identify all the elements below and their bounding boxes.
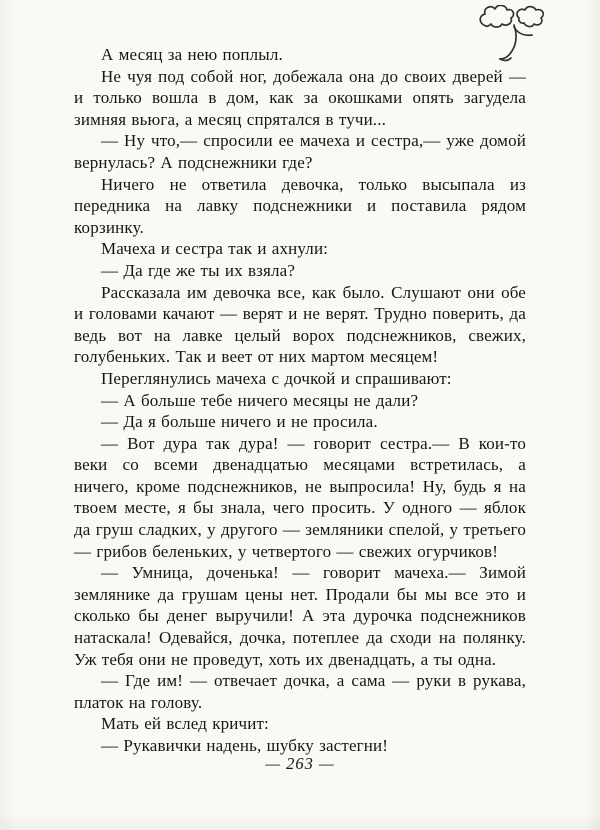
paragraph: — Рукавички надень, шубку застегни! [101, 736, 389, 755]
paragraph: Мачеха и сестра так и ахнули: [101, 239, 329, 259]
paragraph: — Где им! — отвечает дочка, а сама — руки в рукава, платок на голову. [74, 671, 526, 712]
paragraph: Переглянулись мачеха с дочкой и спрашивают: [101, 368, 452, 388]
paragraph: — Ну что,— спросили ее мачеха и сестра,— уже домой вернулась? А подснежники где? [74, 131, 526, 172]
paragraph: — Да где же ты их взяла? [101, 260, 296, 280]
page-text [74, 44, 526, 757]
paragraph: — Вот дура так дура! — говорит сестра.— В кои-то веки со всеми двенадцатью месяцами встретилась, а ничего, кроме подснежников, не выпросила! Ну, будь я на твоем месте, я бы знала, чего просить. У одного — яблок да груш сладких, у другого — земляники спелой, у третьего — грибов беленьких, у четвертого — свежих огурчиков! [74, 433, 526, 561]
paragraph: — А больше тебе ничего месяцы не дали? [101, 390, 419, 410]
paragraph: — Умница, доченька! — говорит мачеха.— Зимой землянике да грушам цены нет. Продали бы мы все это и сколько бы денег выручили! А эта дурочка подснежников натаскала! Одевайся, дочка, потеплее да сходи на полянку. Уж тебя они не проведут, хоть их двенадцать, а ты одна. [74, 563, 526, 669]
paragraph: Ничего не ответила девочка, только высыпала из передника на лавку подснежники и поставила рядом корзинку. [74, 174, 526, 237]
paragraph: А месяц за нею поплыл. [101, 45, 283, 64]
paragraph: Мать ей вслед кричит: [101, 714, 269, 734]
paragraph: Не чуя под собой ног, добежала она до своих дверей — и только вошла в дом, как за окошками опять загудела зимняя вьюга, а месяц спрятался в тучи... [74, 66, 526, 129]
page-number: — 263 — [265, 754, 335, 773]
paragraph: Рассказала им девочка все, как было. Слушают они обе и головами качают — верят и не верят. Трудно поверить, да ведь вот на лавке целый ворох подснежников, свежих, голубеньких. Так и веет от них мартом месяцем! [74, 282, 526, 367]
paragraph: — Да я больше ничего и не просила. [101, 412, 378, 432]
